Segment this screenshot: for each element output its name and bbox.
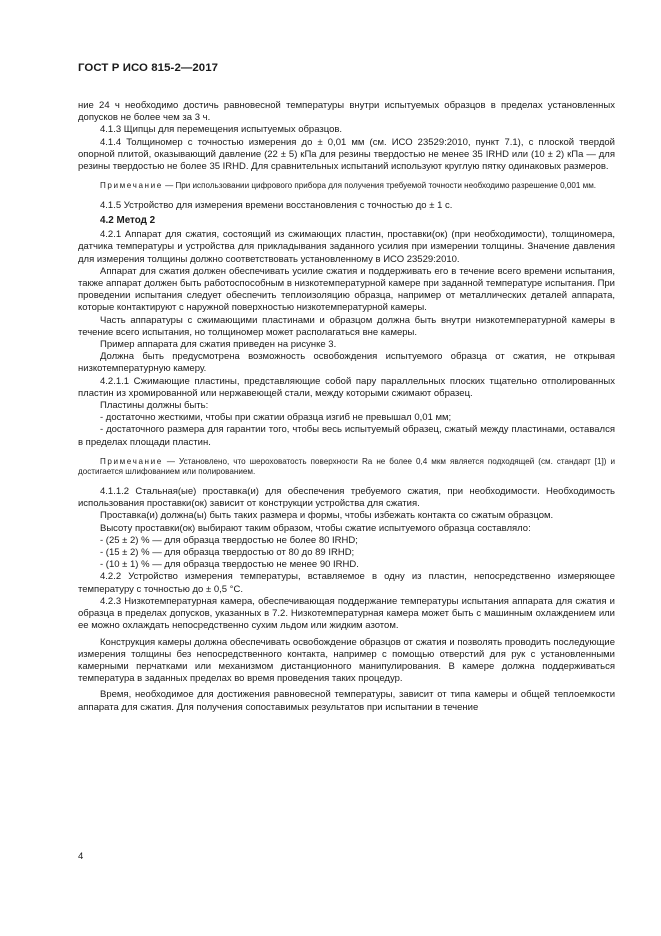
body-text bbox=[78, 100, 615, 714]
paragraph-apparatus-force: Аппарат для сжатия должен обеспечивать усилие сжатия и поддерживать его в течение всего времени испытания, также аппарат должен быть работоспособным в низкотемпературной камере при заданной температуре испытания. При проведении испытания следует обеспечить теплоизоляцию образца, например от металлических деталей аппарата, которые контактируют с наружной поверхностью низкотемпературной камеры. bbox=[78, 265, 615, 314]
paragraph-4-1-3: 4.1.3 Щипцы для перемещения испытуемых образцов. bbox=[100, 124, 343, 136]
paragraph-plates-intro: Пластины должны быть: bbox=[100, 400, 209, 412]
paragraph-4-1-1-2: 4.1.1.2 Стальная(ые) проставка(и) для обеспечения требуемого сжатия, при необходимости. Необходимость использования проставки(ок) зависит от конструкции устройства для сжатия. bbox=[78, 486, 615, 510]
note-digital-device bbox=[78, 181, 615, 192]
list-item-compression-25: - (25 ± 2) % — для образца твердостью не более 80 IRHD; bbox=[100, 534, 358, 546]
note-text: — При использовании цифрового прибора для получения требуемой точности необходимо разрешение 0,001 мм. bbox=[162, 181, 597, 191]
paragraph-equilibrium-time: Время, необходимое для достижения равновесной температуры, зависит от типа камеры и общей теплоемкости аппарата для сжатия. Для получения сопоставимых результатов при испытании в течение bbox=[78, 689, 615, 713]
paragraph-figure-ref: Пример аппарата для сжатия приведен на рисунке 3. bbox=[100, 339, 337, 351]
paragraph-continuation: ние 24 ч необходимо достичь равновесной температуры внутри испытуемых образцов в пределах установленных допусков не более чем за 3 ч. bbox=[78, 100, 615, 124]
note-text: — Установлено, что шероховатость поверхности Ra не более 0,4 мкм является подходящей (см. стандарт [1]) и достигается шлифованием или полированием. bbox=[78, 456, 615, 477]
page-number: 4 bbox=[78, 851, 84, 862]
paragraph-4-2-1: 4.2.1 Аппарат для сжатия, состоящий из сжимающих пластин, проставки(ок) (при необходимости), толщиномера, датчика температуры и устройства для прикладывания заданного усилия при измерении толщины. Значение давления для измерения толщины должно соответствовать установленному в ИСО 23529:2010. bbox=[78, 229, 615, 265]
note-label: Примечание bbox=[100, 181, 163, 191]
note-label: Примечание bbox=[100, 456, 163, 466]
paragraph-4-1-4: 4.1.4 Толщиномер с точностью измерения до ± 0,01 мм (см. ИСО 23529:2010, пункт 7.1), с плоской твердой опорной плитой, оказывающий давление (22 ± 5) кПа для резины твердостью не менее 35 IRHD или (10 ± 2) кПа — для резины твердостью не более 35 IRHD. Для сравнительных испытаний используют круглую пятку одинаковых размеров. bbox=[78, 136, 615, 173]
paragraph-4-1-5: 4.1.5 Устройство для измерения времени восстановления с точностью до ± 1 с. bbox=[100, 199, 453, 211]
list-item-size: - достаточного размера для гарантии того, чтобы весь испытуемый образец, сжатый между пластинами, оставался в пределах площади пластин. bbox=[78, 424, 615, 448]
paragraph-chamber-design: Конструкция камеры должна обеспечивать освобождение образцов от сжатия и позволять проводить последующие измерения толщины без непосредственного контакта, например с помощью отверстий для рук с установленными камерными перчатками или механизмом дистанционного манипулирования. В камере должна поддерживаться температура в заданных пределах во время проведения таких процедур. bbox=[78, 636, 615, 685]
paragraph-4-2-3: 4.2.3 Низкотемпературная камера, обеспечивающая поддержание температуры испытания аппарата для сжатия и образца в пределах допусков, указанных в 7.2. Низкотемпературная камера может быть с машинным охлаждением или ее можно охлаждать непосредственно сухим льдом или жидким азотом. bbox=[78, 595, 615, 632]
paragraph-spacer-shape: Проставка(и) должна(ы) быть таких размера и формы, чтобы избежать контакта со сжатым образцом. bbox=[100, 510, 554, 522]
paragraph-spacer-height: Высоту проставки(ок) выбирают таким образом, чтобы сжатие испытуемого образца составляло: bbox=[100, 522, 531, 534]
note-roughness bbox=[78, 457, 615, 478]
paragraph-release: Должна быть предусмотрена возможность освобождения испытуемого образца от сжатия, не открывая низкотемпературную камеру. bbox=[78, 351, 615, 375]
page-header-title: ГОСТ Р ИСО 815-2—2017 bbox=[78, 62, 219, 74]
paragraph-apparatus-chamber: Часть аппаратуры с сжимающими пластинами и образцом должна быть внутри низкотемпературной камеры в течение всего испытания, но толщиномер может располагаться вне камеры. bbox=[78, 314, 615, 338]
list-item-compression-15: - (15 ± 2) % — для образца твердостью от 80 до 89 IRHD; bbox=[100, 547, 355, 559]
list-item-rigid: - достаточно жесткими, чтобы при сжатии образца изгиб не превышал 0,01 мм; bbox=[100, 412, 452, 424]
section-heading-4-2: 4.2 Метод 2 bbox=[100, 215, 156, 227]
paragraph-4-2-1-1: 4.2.1.1 Сжимающие пластины, представляющие собой пару параллельных плоских тщательно отполированных пластин из хромированной или нержавеющей стали, между которыми сжимают образец. bbox=[78, 375, 615, 399]
list-item-compression-10: - (10 ± 1) % — для образца твердостью не менее 90 IRHD. bbox=[100, 559, 359, 571]
paragraph-4-2-2: 4.2.2 Устройство измерения температуры, вставляемое в одну из пластин, непосредственно измеряющее температуру с точностью до ± 0,5 °С. bbox=[78, 571, 615, 595]
